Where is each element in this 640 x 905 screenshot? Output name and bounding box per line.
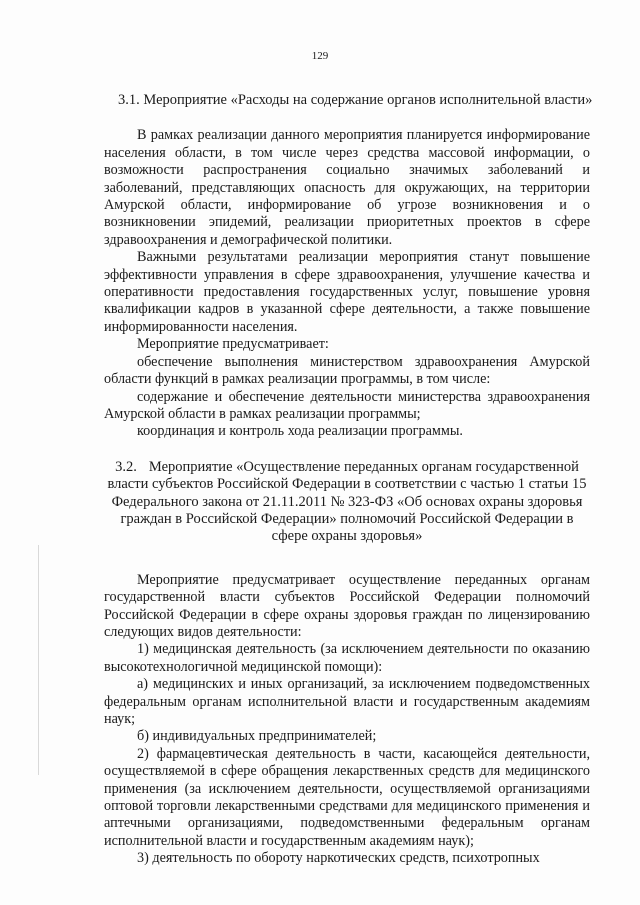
section-heading-3-1: 3.1. Мероприятие «Расходы на содержание органов исполнительной власти»	[118, 92, 593, 108]
paragraph: 1) медицинская деятельность (за исключением деятельности по оказанию высокотехнологичной медицинской помощи):	[104, 641, 590, 675]
paragraph: 3) деятельность по обороту наркотических средств, психотропных	[137, 850, 540, 867]
paragraph: В рамках реализации данного мероприятия планируется информирование населения области, в том числе через средства массовой информации, о возможности распространения социально значимых заболеваний и заболеваний, представляющих опасность для окружающих, на территории Амурской области, информирование об угрозе возникновения и о возникновении эпидемий, реализации приоритетных проектов в сфере здравоохранения и демографической политики.	[104, 127, 590, 248]
page-number: 129	[311, 50, 329, 62]
scan-margin-line	[38, 545, 39, 775]
paragraph: обеспечение выполнения министерством здравоохранения Амурской области функций в рамках реализации программы, в том числе:	[104, 353, 590, 388]
paragraph: Мероприятие предусматривает:	[137, 336, 329, 353]
paragraph: 2) фармацевтическая деятельность в части, касающейся деятельности, осуществляемой в сфере обращения лекарственных средств для медицинского применения (за исключением деятельности, осуществляемой организациями оптовой торговли лекарственными средствами для медицинского применения и аптечными организациями, подведомственными федеральным органам исполнительной власти и государственным академиям наук);	[104, 745, 590, 849]
section-heading-3-2	[104, 459, 590, 546]
paragraph: Мероприятие предусматривает осуществление переданных органам государственной власти субъектов Российской Федерации полномочий Российской Федерации в сфере охраны здоровья граждан по лицензированию следующих видов деятельности:	[104, 571, 590, 640]
paragraph: Важными результатами реализации мероприятия станут повышение эффективности управления в сфере здравоохранения, улучшение качества и оперативности предоставления государственных услуг, повышение уровня квалификации кадров в указанной сфере деятельности, а также повышение информированности населения.	[104, 249, 590, 335]
paragraph: содержание и обеспечение деятельности министерства здравоохранения Амурской области в рамках реализации программы;	[104, 388, 590, 422]
document-body	[104, 92, 593, 868]
section-title-text: Мероприятие «Осуществление переданных органам государственной власти субъектов Российской Федерации в соответствии с частью 1 статьи 15 Федерального закона от 21.11.2011 № 323-ФЗ «Об основах охраны здоровья граждан в Российской Федерации» полномочий Российской Федерации в сфере охраны здоровья»	[107, 458, 587, 545]
paragraph: а) медицинских и иных организаций, за исключением подведомственных федеральным органам исполнительной власти и государственным академиям наук;	[104, 676, 590, 727]
paragraph: координация и контроль хода реализации программы.	[137, 423, 463, 440]
paragraph: б) индивидуальных предпринимателей;	[137, 728, 377, 745]
section-number: 3.2.	[115, 458, 137, 475]
